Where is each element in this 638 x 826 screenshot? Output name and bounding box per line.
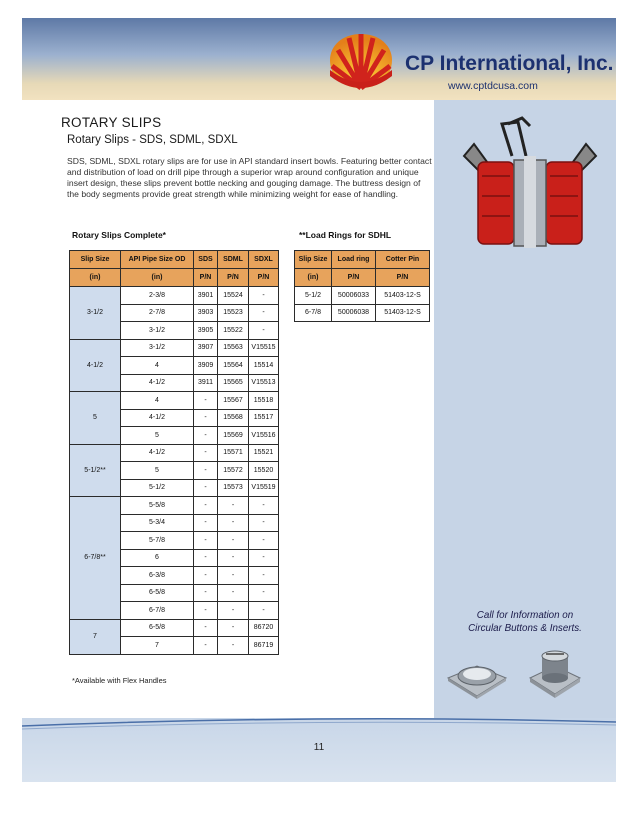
table-cell: 15564 [218, 357, 249, 375]
header-cell: SDML [218, 251, 249, 269]
table-cell: 15514 [249, 357, 279, 375]
header-cell: (in) [121, 269, 194, 287]
table-cell: 15572 [218, 462, 249, 480]
table-cell: - [194, 549, 218, 567]
table-cell: 15571 [218, 444, 249, 462]
table-cell: 6-5/8 [121, 584, 194, 602]
header-cell: (in) [70, 269, 121, 287]
table-cell: 5 [121, 462, 194, 480]
table-cell: - [218, 637, 249, 655]
table-row [70, 497, 279, 515]
table-cell: - [194, 619, 218, 637]
table-cell: - [218, 567, 249, 585]
table-cell: - [194, 497, 218, 515]
table-row [70, 392, 279, 410]
page-footer [22, 718, 616, 782]
table-cell: - [194, 584, 218, 602]
table-header-row [295, 251, 430, 269]
table-cell: 15567 [218, 392, 249, 410]
table-cell: - [194, 602, 218, 620]
call-line-1: Call for Information on [476, 610, 574, 621]
table-cell: 6-7/8 [121, 602, 194, 620]
table-cell: - [194, 567, 218, 585]
company-website: www.cptdcusa.com [448, 80, 538, 92]
table-cell: 15569 [218, 427, 249, 445]
table-cell: - [194, 409, 218, 427]
table-cell: 2-3/8 [121, 287, 194, 305]
table-cell: V15516 [249, 427, 279, 445]
table-cell: 4-1/2 [121, 409, 194, 427]
table-cell: - [194, 462, 218, 480]
table-cell: - [194, 637, 218, 655]
table-cell: 15518 [249, 392, 279, 410]
table-row [70, 287, 279, 305]
table-cell: - [249, 549, 279, 567]
header-cell: API Pipe Size OD [121, 251, 194, 269]
call-line-2: Circular Buttons & Inserts. [468, 622, 582, 634]
page-subtitle: Rotary Slips - SDS, SDML, SDXL [67, 134, 238, 146]
header-cell: P/N [376, 269, 430, 287]
table-cell: 86719 [249, 637, 279, 655]
table-cell: 5-5/8 [121, 497, 194, 515]
table-row [295, 304, 430, 322]
slip-size-cell: 4-1/2 [70, 339, 121, 392]
table-cell: V15513 [249, 374, 279, 392]
table-cell: - [194, 427, 218, 445]
page-title: ROTARY SLIPS [61, 115, 162, 130]
table-cell: - [249, 584, 279, 602]
header-cell: P/N [194, 269, 218, 287]
page-number: 11 [313, 742, 325, 753]
table-cell: 6-3/8 [121, 567, 194, 585]
table-cell: 3905 [194, 322, 218, 340]
product-description: SDS, SDML, SDXL rotary slips are for use in API standard insert bowls. Featuring better contact and distribution of load on drill pipe through a superior wrap around configuration and unique insert design, these slips prevent bottle necking and gouging damage. The buttress design of the body segments provide great strength while minimizing weight for ease of handling. [67, 156, 432, 199]
table-header-row [70, 251, 279, 269]
header-cell: P/N [332, 269, 376, 287]
table-cell: - [218, 532, 249, 550]
header-cell: Slip Size [70, 251, 121, 269]
table-cell: - [194, 444, 218, 462]
rotary-slip-icon [460, 116, 600, 256]
page-header [22, 18, 616, 100]
table-cell: V15519 [249, 479, 279, 497]
table-cell: 7 [121, 637, 194, 655]
table-cell: 2-7/8 [121, 304, 194, 322]
slip-size-cell: 7 [70, 619, 121, 654]
table-cell: - [218, 584, 249, 602]
table-cell: - [249, 567, 279, 585]
slip-size-cell: 6-7/8** [70, 497, 121, 620]
table-cell: 6-5/8 [121, 619, 194, 637]
table-cell: - [249, 322, 279, 340]
table-cell: V15515 [249, 339, 279, 357]
table-cell: - [249, 532, 279, 550]
circular-button-icon [444, 648, 510, 700]
table-cell: - [218, 549, 249, 567]
load-rings-table [294, 250, 430, 322]
table-cell: 5-1/2 [121, 479, 194, 497]
table-row [70, 444, 279, 462]
table-header-row [295, 269, 430, 287]
header-cell: Cotter Pin [376, 251, 430, 269]
table-cell: - [249, 514, 279, 532]
table-cell: 3-1/2 [121, 339, 194, 357]
call-for-info [434, 610, 616, 635]
table-row [295, 287, 430, 305]
slip-size-cell: 5 [70, 392, 121, 445]
table-row [70, 339, 279, 357]
table-cell: 6-7/8 [295, 304, 332, 322]
table-cell: 15568 [218, 409, 249, 427]
table-cell: - [249, 287, 279, 305]
header-cell: P/N [218, 269, 249, 287]
header-cell: SDXL [249, 251, 279, 269]
table-cell: - [218, 602, 249, 620]
table-cell: 3909 [194, 357, 218, 375]
rotary-slips-complete-table [69, 250, 279, 655]
table-cell: - [249, 304, 279, 322]
table-cell: - [218, 514, 249, 532]
table-cell: 5-1/2 [295, 287, 332, 305]
insert-icon [526, 644, 584, 700]
table-cell: - [194, 392, 218, 410]
table-cell: 51403-12-S [376, 304, 430, 322]
table-cell: 3911 [194, 374, 218, 392]
header-cell: Load ring [332, 251, 376, 269]
company-logo-icon [324, 30, 398, 92]
table-cell: 15563 [218, 339, 249, 357]
table-cell: 15573 [218, 479, 249, 497]
sidebar [434, 100, 616, 718]
table-cell: 6 [121, 549, 194, 567]
table-cell: 5 [121, 427, 194, 445]
table-cell: 15524 [218, 287, 249, 305]
table-cell: 15523 [218, 304, 249, 322]
table-cell: 15522 [218, 322, 249, 340]
table-cell: 3907 [194, 339, 218, 357]
company-name: CP International, Inc. [405, 52, 614, 75]
table-cell: 3903 [194, 304, 218, 322]
table-cell: 86720 [249, 619, 279, 637]
table-cell: 15521 [249, 444, 279, 462]
table-cell: 15517 [249, 409, 279, 427]
table-cell: 4 [121, 357, 194, 375]
table-cell: 5-3/4 [121, 514, 194, 532]
footnote: *Available with Flex Handles [72, 676, 167, 685]
table-cell: - [194, 514, 218, 532]
table-row [70, 619, 279, 637]
table-cell: 50006038 [332, 304, 376, 322]
table-cell: 3901 [194, 287, 218, 305]
table-cell: 4-1/2 [121, 444, 194, 462]
table-cell: - [194, 532, 218, 550]
table-cell: 51403-12-S [376, 287, 430, 305]
table-cell: 15565 [218, 374, 249, 392]
header-cell: P/N [249, 269, 279, 287]
load-table-heading: **Load Rings for SDHL [299, 230, 392, 240]
slip-size-cell: 3-1/2 [70, 287, 121, 340]
slip-size-cell: 5-1/2** [70, 444, 121, 497]
table-cell: 50006033 [332, 287, 376, 305]
main-content [22, 100, 434, 718]
table-header-row [70, 269, 279, 287]
header-cell: (in) [295, 269, 332, 287]
table-cell: - [249, 602, 279, 620]
complete-table-heading: Rotary Slips Complete* [72, 230, 166, 240]
table-cell: 15520 [249, 462, 279, 480]
table-cell: - [194, 479, 218, 497]
table-cell: - [218, 497, 249, 515]
table-cell: 4 [121, 392, 194, 410]
header-cell: Slip Size [295, 251, 332, 269]
table-cell: - [218, 619, 249, 637]
table-cell: - [249, 497, 279, 515]
table-cell: 4-1/2 [121, 374, 194, 392]
footer-wave-divider [22, 712, 616, 732]
table-cell: 5-7/8 [121, 532, 194, 550]
header-cell: SDS [194, 251, 218, 269]
table-cell: 3-1/2 [121, 322, 194, 340]
